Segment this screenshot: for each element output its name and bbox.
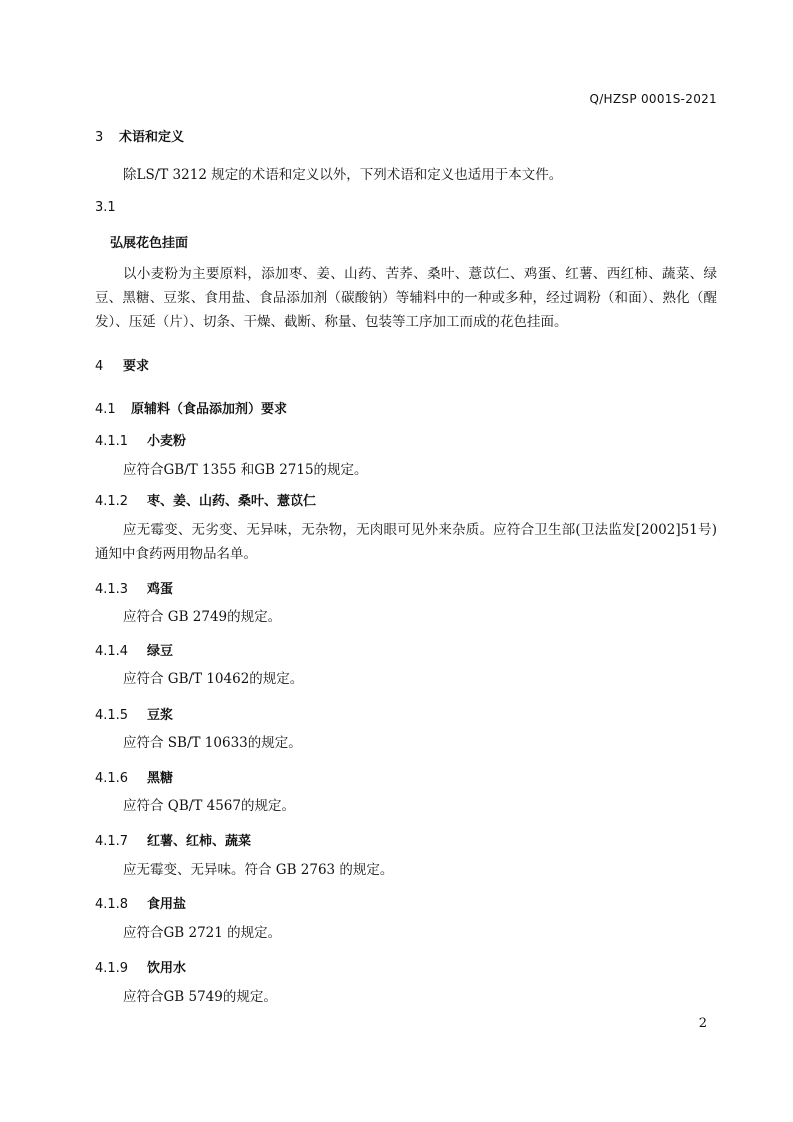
item-text-4-1-1: 应符合GB/T 1355 和GB 2715的规定。 <box>123 462 368 478</box>
document-code-header: Q/HZSP 0001S-2021 <box>589 92 717 106</box>
heading-number: 4.1.3 <box>95 582 129 597</box>
heading-title: 红薯、红柿、蔬菜 <box>147 834 252 849</box>
heading-title: 枣、姜、山药、桑叶、薏苡仁 <box>147 494 317 509</box>
heading-section-3-1 <box>95 200 116 215</box>
item-text-4-1-6: 应符合 QB/T 4567的规定。 <box>123 798 295 814</box>
heading-section-4 <box>95 355 149 374</box>
heading-title: 饮用水 <box>147 961 187 976</box>
item-text-4-1-8: 应符合GB 2721 的规定。 <box>123 925 282 941</box>
heading-number: 4.1.4 <box>95 644 129 659</box>
heading-number: 3 <box>95 130 104 145</box>
heading-number: 4.1.7 <box>95 834 129 849</box>
page-number: 2 <box>698 1016 707 1031</box>
heading-number: 4.1.9 <box>95 961 129 976</box>
heading-title: 食用盐 <box>147 897 187 912</box>
heading-number: 4.1.5 <box>95 708 129 723</box>
heading-number: 4.1.8 <box>95 897 129 912</box>
heading-number: 4.1.1 <box>95 434 129 449</box>
heading-section-3 <box>95 126 184 145</box>
heading-section-4-1 <box>95 398 287 417</box>
heading-number: 4.1 <box>95 402 116 417</box>
heading-number: 4 <box>95 359 104 374</box>
term-title: 弘展花色挂面 <box>110 236 189 251</box>
heading-item-4-1-2 <box>95 490 316 509</box>
heading-title: 豆浆 <box>147 708 174 723</box>
item-text-4-1-9: 应符合GB 5749的规定。 <box>123 989 277 1005</box>
heading-number: 3.1 <box>95 200 116 215</box>
heading-item-4-1-9 <box>95 957 186 976</box>
heading-item-4-1-4 <box>95 640 173 659</box>
heading-item-4-1-5 <box>95 704 173 723</box>
heading-title: 小麦粉 <box>147 434 187 449</box>
heading-title: 黑糖 <box>147 771 174 786</box>
term-definition: 以小麦粉为主要原料，添加枣、姜、山药、苦荞、桑叶、薏苡仁、鸡蛋、红薯、西红柿、蔬菜、绿豆、黑糖、豆浆、食用盐、食品添加剂（碳酸钠）等辅料中的一种或多种，经过调粉（和面）、熟化（醒发）、压延（片）、切条、干燥、截断、称量、包装等工序加工而成的花色挂面。 <box>95 266 717 330</box>
heading-title: 要求 <box>123 359 150 374</box>
section-3-intro: 除LS/T 3212 规定的术语和定义以外，下列术语和定义也适用于本文件。 <box>123 167 563 183</box>
item-text-4-1-7: 应无霉变、无异味。符合 GB 2763 的规定。 <box>123 862 394 878</box>
heading-item-4-1-3 <box>95 578 173 597</box>
item-text-4-1-4: 应符合 GB/T 10462的规定。 <box>123 671 304 687</box>
heading-number: 4.1.2 <box>95 494 129 509</box>
heading-title: 术语和定义 <box>119 130 185 145</box>
heading-item-4-1-8 <box>95 893 186 912</box>
heading-title: 鸡蛋 <box>147 582 174 597</box>
item-text-4-1-3: 应符合 GB 2749的规定。 <box>123 609 282 625</box>
heading-number: 4.1.6 <box>95 771 129 786</box>
heading-item-4-1-6 <box>95 767 173 786</box>
item-text-4-1-5: 应符合 SB/T 10633的规定。 <box>123 735 302 751</box>
heading-title: 绿豆 <box>147 644 174 659</box>
heading-title: 原辅料（食品添加剂）要求 <box>131 402 288 417</box>
item-text-4-1-2: 应无霉变、无劣变、无异味，无杂物，无肉眼可见外来杂质。应符合卫生部(卫法监发[2002]51号)通知中食药两用物品名单。 <box>95 522 717 562</box>
heading-item-4-1-1 <box>95 430 186 449</box>
heading-item-4-1-7 <box>95 830 251 849</box>
